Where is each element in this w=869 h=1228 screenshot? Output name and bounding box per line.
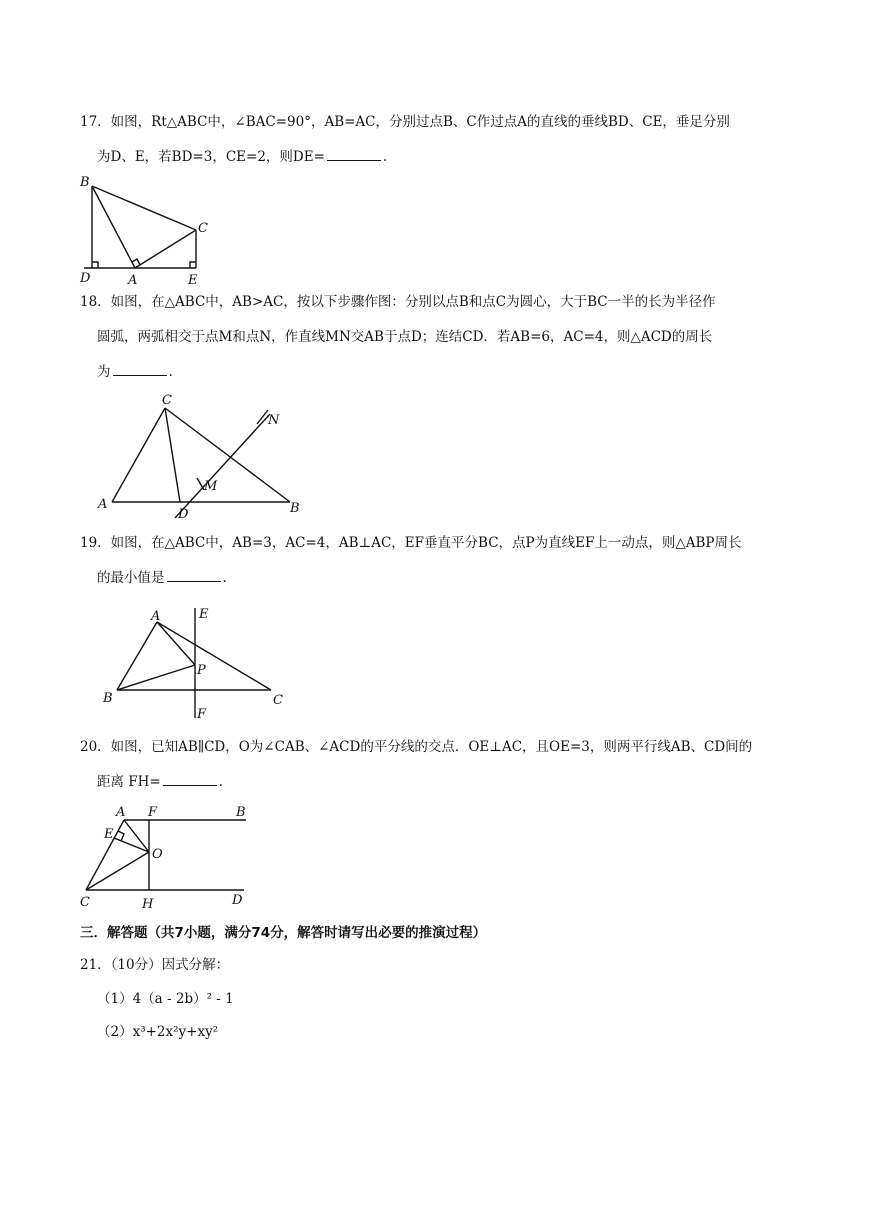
p21-item1: （1）4（a - 2b）² - 1 bbox=[97, 991, 234, 1007]
label-A: A bbox=[151, 609, 161, 624]
p18-line3: 为 . bbox=[97, 364, 173, 380]
label-B: B bbox=[290, 501, 300, 516]
p21-title: 21．（10分）因式分解： bbox=[80, 957, 230, 973]
figure-18 bbox=[90, 390, 320, 525]
p18-line1: 18．如图，在△ABC中，AB>AC，按以下步骤作图：分别以点B和点C为圆心，大于BC一半的长为半径作 bbox=[80, 294, 716, 310]
p20-line1: 20．如图，已知AB∥CD，O为∠CAB、∠ACD的平分线的交点．OE⊥AC，且OE=3，则两平行线AB、CD间的 bbox=[80, 739, 753, 755]
label-A: A bbox=[128, 273, 138, 288]
p19-line2: 的最小值是 . bbox=[97, 570, 227, 586]
label-H: H bbox=[142, 897, 154, 912]
label-D: D bbox=[232, 893, 243, 908]
p20-line2: 距离 FH= . bbox=[97, 774, 224, 790]
label-F: F bbox=[148, 805, 158, 820]
figure-20 bbox=[76, 800, 256, 912]
answer-blank-20[interactable] bbox=[163, 773, 217, 786]
label-C: C bbox=[80, 895, 90, 910]
section-heading: 三．解答题（共7小题，满分74分，解答时请写出必要的推演过程） bbox=[80, 925, 487, 941]
label-E: E bbox=[188, 273, 198, 288]
p19-line1: 19．如图，在△ABC中，AB=3，AC=4，AB⊥AC，EF垂直平分BC，点P为直线EF上一动点，则△ABP周长 bbox=[80, 535, 742, 551]
label-E: E bbox=[104, 827, 114, 842]
label-C: C bbox=[273, 693, 283, 708]
label-O: O bbox=[152, 847, 163, 862]
answer-blank-18[interactable] bbox=[113, 363, 167, 376]
label-C: C bbox=[198, 221, 208, 236]
label-A: A bbox=[116, 805, 126, 820]
label-C: C bbox=[162, 393, 172, 408]
label-D: D bbox=[178, 507, 189, 522]
label-D: D bbox=[80, 271, 91, 286]
figure-17 bbox=[70, 170, 230, 290]
label-B: B bbox=[103, 691, 113, 706]
label-B: B bbox=[236, 805, 246, 820]
answer-blank-17[interactable] bbox=[327, 148, 381, 161]
label-F: F bbox=[197, 707, 207, 722]
p17-line2: 为D、E，若BD=3，CE=2，则DE= . bbox=[97, 149, 388, 165]
figure-19 bbox=[95, 600, 295, 725]
label-N: N bbox=[268, 413, 280, 428]
label-E: E bbox=[199, 607, 209, 622]
p17-line2-text: 为D、E，若BD=3，CE=2，则DE= bbox=[97, 149, 325, 165]
label-M: M bbox=[204, 479, 218, 494]
label-P: P bbox=[197, 663, 206, 678]
label-A: A bbox=[98, 497, 108, 512]
answer-blank-19[interactable] bbox=[167, 569, 221, 582]
label-B: B bbox=[80, 175, 90, 190]
p21-item2: （2）x³+2x²y+xy² bbox=[97, 1024, 219, 1040]
p17-line1: 17．如图，Rt△ABC中，∠BAC=90°，AB=AC，分别过点B、C作过点A的直线的垂线BD、CE，垂足分别 bbox=[80, 114, 730, 130]
p18-line2: 圆弧，两弧相交于点M和点N，作直线MN交AB于点D；连结CD．若AB=6，AC=4，则△ACD的周长 bbox=[97, 329, 713, 345]
